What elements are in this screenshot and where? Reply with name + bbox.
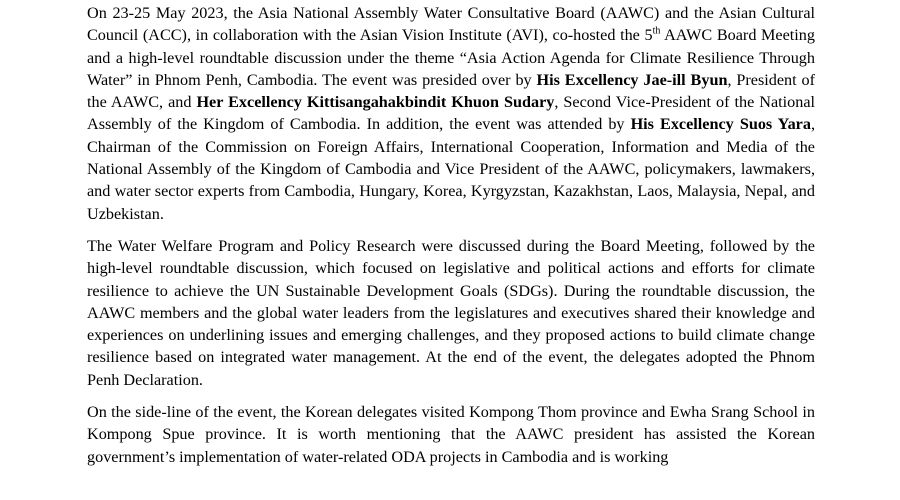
dignitary-name: Her Excellency Kittisangahakbindit Khuon Sudary (196, 93, 555, 112)
paragraph-1 (87, 2, 815, 225)
paragraph-1-text: AAWC Board Meeting and a high-level roundtable discussion under the theme “Asia Action Agenda for Climate Resilience Through Water” in Phnom Penh, Cambodia. The event was presided over by (87, 26, 815, 89)
paragraph-1-text: , President of the AAWC, and (87, 70, 815, 112)
paragraph-1-text: , Chairman of the Commission on Foreign Affairs, International Cooperation, Information and Media of the National Assembly of the Kingdom of Cambodia and Vice President of the AAWC, policymakers, lawmakers, and water sector experts from Cambodia, Hungary, Korea, Kyrgyzstan, Kazakhstan, Laos, Malaysia, Nepal, and Uzbekistan. (87, 115, 815, 223)
dignitary-name: His Excellency Suos Yara (630, 115, 811, 134)
paragraph-2 (87, 235, 815, 391)
paragraph-1-text: On 23-25 May 2023, the Asia National Assembly Water Consultative Board (AAWC) and the Asian Cultural Council (ACC), in collaboration with the Asian Vision Institute (AVI), co-hosted the 5 (87, 4, 815, 45)
document-page (87, 2, 815, 468)
paragraph-1-text: , Second Vice-President of the National Assembly of the Kingdom of Cambodia. In addition, the event was attended by (87, 93, 815, 134)
paragraph-3 (87, 401, 815, 468)
dignitary-name: His Excellency Jae-ill Byun (536, 70, 728, 89)
ordinal-suffix: th (652, 25, 661, 37)
paragraph-2-text: The Water Welfare Program and Policy Research were discussed during the Board Meeting, followed by the high-level roundtable discussion, which focused on legislative and political actions and efforts for climate resilience to achieve the UN Sustainable Development Goals (SDGs). During the roundtable discussion, the AAWC members and the global water leaders from the legislatures and executives shared their knowledge and experiences on underlining issues and emerging challenges, and they proposed actions to build climate change resilience based on integrated water management. At the end of the event, the delegates adopted the Phnom Penh Declaration. (87, 236, 815, 389)
paragraph-3-text: On the side-line of the event, the Korean delegates visited Kompong Thom province and Ewha Srang School in Kompong Spue province. It is worth mentioning that the AAWC president has assisted the Korean government’s implementation of water-related ODA projects in Cambodia and is working (87, 403, 815, 466)
